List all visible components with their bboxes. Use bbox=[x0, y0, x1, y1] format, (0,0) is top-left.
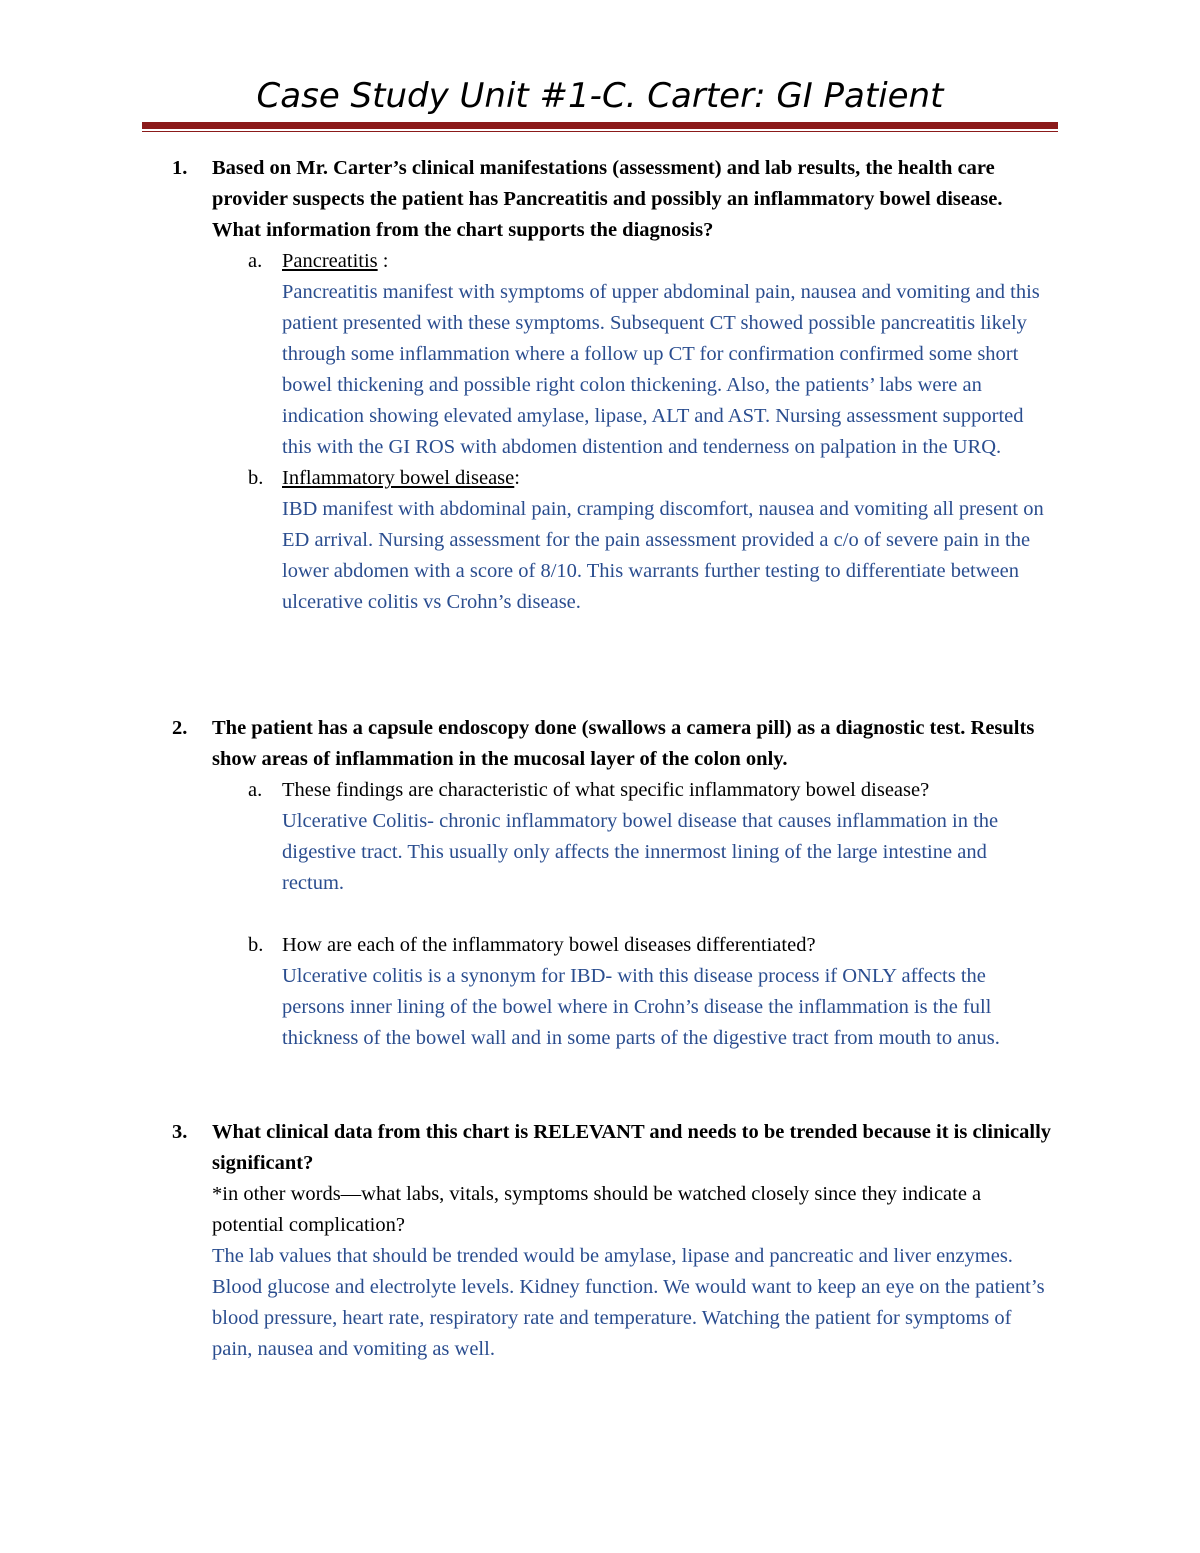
question-3-note: *in other words—what labs, vitals, symptoms should be watched closely since they indicate a potential complication? bbox=[212, 1183, 982, 1236]
question-2-text: The patient has a capsule endoscopy done (swallows a camera pill) as a diagnostic test. Results show areas of inflammation in the mucosal layer of the colon only. bbox=[212, 717, 1035, 770]
question-1a-label: Pancreatitis bbox=[282, 250, 378, 272]
question-2a-answer: Ulcerative Colitis- chronic inflammatory bowel disease that causes inflammation in the digestive tract. This usually only affects the innermost lining of the large intestine and rectum. bbox=[282, 810, 999, 894]
question-3 bbox=[172, 1117, 1052, 1365]
question-1b-label: Inflammatory bowel disease bbox=[282, 467, 515, 489]
question-3-answer: The lab values that should be trended would be amylase, lipase and pancreatic and liver enzymes. Blood glucose and electrolyte levels. Kidney function. We would want to keep an eye on the patient’s blood pressure, heart rate, respiratory rate and temperature. Watching the patient for symptoms of pain, nausea and vomiting as well. bbox=[212, 1245, 1045, 1360]
question-1 bbox=[172, 153, 1052, 618]
question-2a-question: These findings are characteristic of what specific inflammatory bowel disease? bbox=[282, 779, 930, 801]
question-1b-suffix: : bbox=[514, 467, 520, 489]
question-3-number: 3. bbox=[172, 1121, 188, 1143]
question-1a-heading bbox=[282, 246, 1052, 277]
page-title: Case Study Unit #1-C. Carter: GI Patient bbox=[256, 76, 944, 116]
question-1a-answer: Pancreatitis manifest with symptoms of upper abdominal pain, nausea and vomiting and this patient presented with these symptoms. Subsequent CT showed possible pancreatitis likely through some inflammation where a follow up CT for confirmation confirmed some short bowel thickening and possible right colon thickening. Also, the patients’ labs were an indication showing elevated amylase, lipase, ALT and AST. Nursing assessment supported this with the GI ROS with abdomen distention and tenderness on palpation in the URQ. bbox=[282, 281, 1040, 458]
spacer bbox=[172, 899, 1052, 930]
question-1a-suffix: : bbox=[377, 250, 389, 272]
question-2a bbox=[248, 775, 1052, 899]
title-divider-thin bbox=[142, 131, 1058, 132]
question-1a bbox=[248, 246, 1052, 463]
question-1-number: 1. bbox=[172, 157, 188, 179]
question-1b bbox=[248, 463, 1052, 618]
question-2a-letter: a. bbox=[248, 779, 263, 801]
question-3-text: What clinical data from this chart is RELEVANT and needs to be trended because it is clinically significant? bbox=[212, 1121, 1052, 1174]
question-2-number: 2. bbox=[172, 717, 188, 739]
question-1b-heading bbox=[282, 463, 1052, 494]
question-1b-answer: IBD manifest with abdominal pain, cramping discomfort, nausea and vomiting all present on ED arrival. Nursing assessment for the pain assessment provided a c/o of severe pain in the lower abdomen with a score of 8/10. This warrants further testing to differentiate between ulcerative colitis vs Crohn’s disease. bbox=[282, 498, 1044, 613]
question-1a-letter: a. bbox=[248, 250, 263, 272]
question-2b-letter: b. bbox=[248, 934, 264, 956]
question-1b-letter: b. bbox=[248, 467, 264, 489]
title-divider bbox=[142, 122, 1058, 129]
question-1-text: Based on Mr. Carter’s clinical manifestations (assessment) and lab results, the health care provider suspects the patient has Pancreatitis and possibly an inflammatory bowel disease. What information from the chart supports the diagnosis? bbox=[212, 157, 1003, 241]
question-2b-question: How are each of the inflammatory bowel diseases differentiated? bbox=[282, 934, 816, 956]
question-2 bbox=[172, 713, 1052, 1054]
question-2b bbox=[248, 930, 1052, 1054]
question-2b-answer: Ulcerative colitis is a synonym for IBD- with this disease process if ONLY affects the persons inner lining of the bowel where in Crohn’s disease the inflammation is the full thickness of the bowel wall and in some parts of the digestive tract from mouth to anus. bbox=[282, 965, 1000, 1049]
